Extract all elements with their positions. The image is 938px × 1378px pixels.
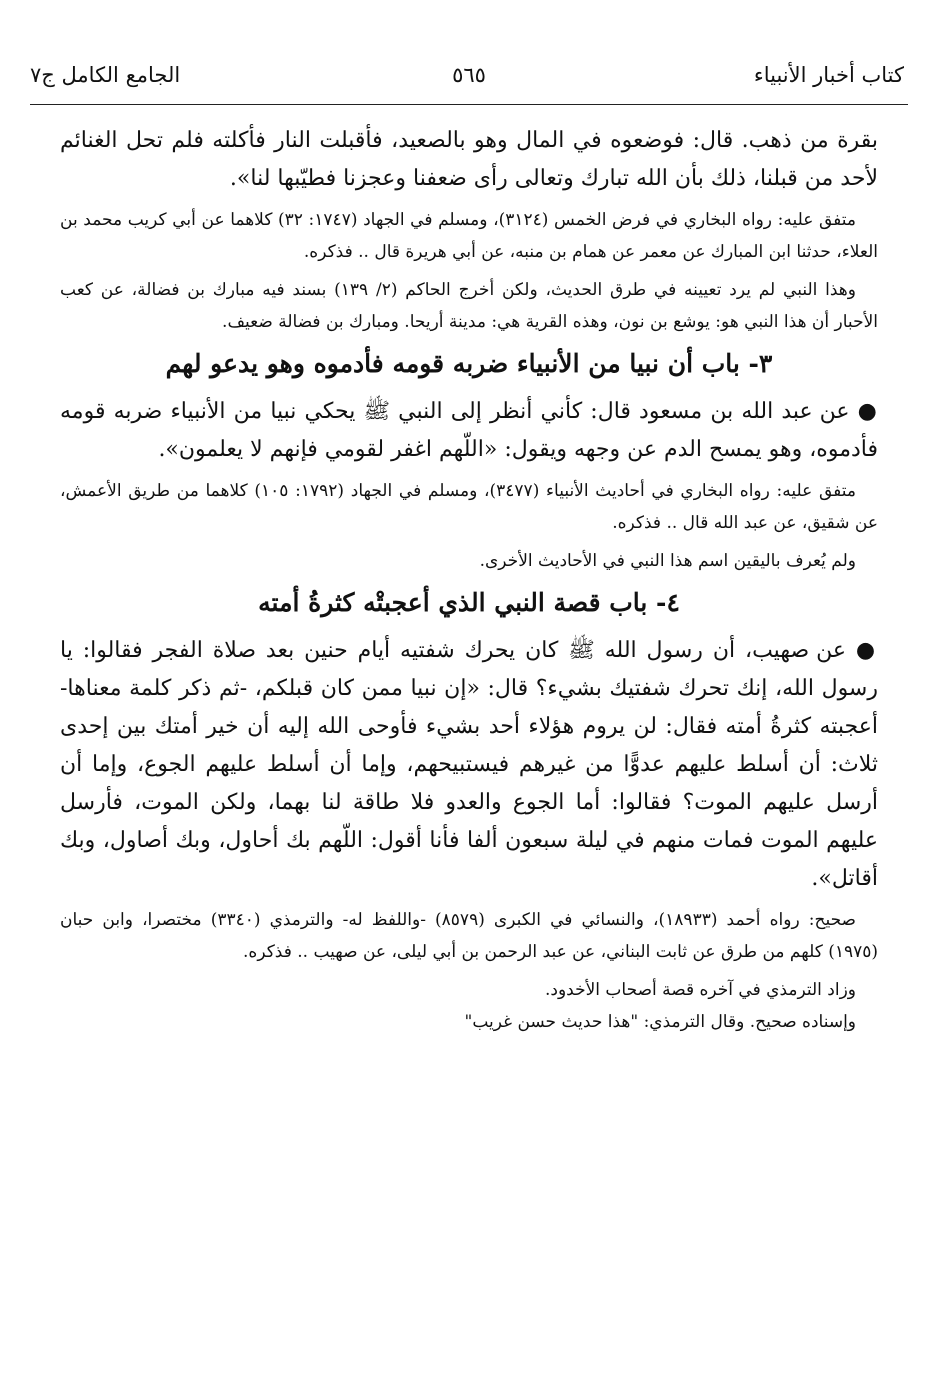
- commentary-note: وإسناده صحيح. وقال الترمذي: "هذا حديث حسن غريب": [464, 1012, 856, 1032]
- volume-label: الجامع الكامل ج٧: [30, 63, 181, 87]
- page-header: [24, 60, 914, 94]
- bullet-icon: ●: [855, 637, 878, 663]
- hadith-text: [60, 631, 878, 898]
- commentary-note: وزاد الترمذي في آخره قصة أصحاب الأخدود.: [544, 980, 856, 1000]
- commentary-note-text: وهذا النبي لم يرد تعيينه في طرق الحديث، ولكن أخرج الحاكم (٢/ ١٣٩) بسند فيه مبارك بن فضالة، عن كعب الأحبار أن هذا النبي هو: يوشع بن نون، وهذه القرية هي: مدينة أريحا. ومبارك بن فضالة ضعيف.: [60, 280, 878, 332]
- takhrij-note: [60, 204, 878, 268]
- bullet-icon: ●: [857, 398, 878, 424]
- page-number: ٥٦٥: [452, 63, 486, 87]
- commentary-note-text: ولم يُعرف باليقين اسم هذا النبي في الأحاديث الأخرى.: [479, 551, 856, 571]
- chapter-heading-4: ٤- باب قصة النبي الذي أعجبتْه كثرةُ أمته: [258, 588, 680, 617]
- takhrij-note-text: متفق عليه: رواه البخاري في فرض الخمس (٣١٢٤)، ومسلم في الجهاد (١٧٤٧: ٣٢) كلاهما عن أبي كريب محمد بن العلاء، حدثنا ابن المبارك عن معمر عن همام بن منبه، عن أبي هريرة قال .. فذكره.: [60, 210, 878, 262]
- takhrij-note: [60, 904, 878, 968]
- chapter-heading-3: ٣- باب أن نبيا من الأنبياء ضربه قومه فأدموه وهو يدعو لهم: [165, 349, 773, 378]
- takhrij-note-text: متفق عليه: رواه البخاري في أحاديث الأنبياء (٣٤٧٧)، ومسلم في الجهاد (١٧٩٢: ١٠٥) كلاهما من طريق الأعمش، عن شقيق، عن عبد الله قال .. فذكره.: [60, 481, 878, 533]
- hadith-text-body: عن صهيب، أن رسول الله ﷺ كان يحرك شفتيه أيام حنين بعد صلاة الفجر فقالوا: يا رسول الله، إنك تحرك شفتيك بشيء؟ قال: «إن نبيا ممن كان قبلكم، -ثم ذكر كلمة معناها- أعجبته كثرةُ أمته فقال: لن يروم هؤلاء أحد بشيء فأوحى الله إليه أن خير أمتك بين إحدى ثلاث: أن أسلط عليهم عدوًّا من غيرهم فيستبيحهم، وإما أن أسلط عليهم الجوع، وإما أن أرسل عليهم الموت؟ فقالوا: أما الجوع والعدو فلا طاقة لنا بهما، ولكن الموت، فأرسل عليهم الموت فمات منهم في ليلة سبعون ألفا فأنا أقول: اللّهم بك أحاول، وبك أصاول، وبك أقاتل».: [60, 638, 878, 891]
- commentary-note: [60, 274, 878, 338]
- takhrij-note: [60, 475, 878, 539]
- header-divider: [30, 104, 908, 105]
- takhrij-note-text: صحيح: رواه أحمد (١٨٩٣٣)، والنسائي في الكبرى (٨٥٧٩) -واللفظ له- والترمذي (٣٣٤٠) مختصرا، وابن حبان (١٩٧٥) كلهم من طرق عن ثابت البناني، عن عبد الرحمن بن أبي ليلى، عن صهيب .. فذكره.: [60, 910, 878, 962]
- page-body: [60, 122, 878, 1038]
- hadith-text-continued: بقرة من ذهب. قال: فوضعوه في المال وهو بالصعيد، فأقبلت النار فأكلته فلم تحل الغنائم لأحد من قبلنا، ذلك بأن الله تبارك وتعالى رأى ضعفنا وعجزنا فطيّبها لنا».: [60, 128, 878, 191]
- hadith-text-body: عن عبد الله بن مسعود قال: كأني أنظر إلى النبي ﷺ يحكي نبيا من الأنبياء ضربه قومه فأدموه، وهو يمسح الدم عن وجهه ويقول: «اللّهم اغفر لقومي فإنهم لا يعلمون».: [60, 399, 878, 462]
- hadith-text: [60, 392, 878, 469]
- commentary-note: [60, 545, 878, 577]
- book-title: كتاب أخبار الأنبياء: [753, 63, 904, 87]
